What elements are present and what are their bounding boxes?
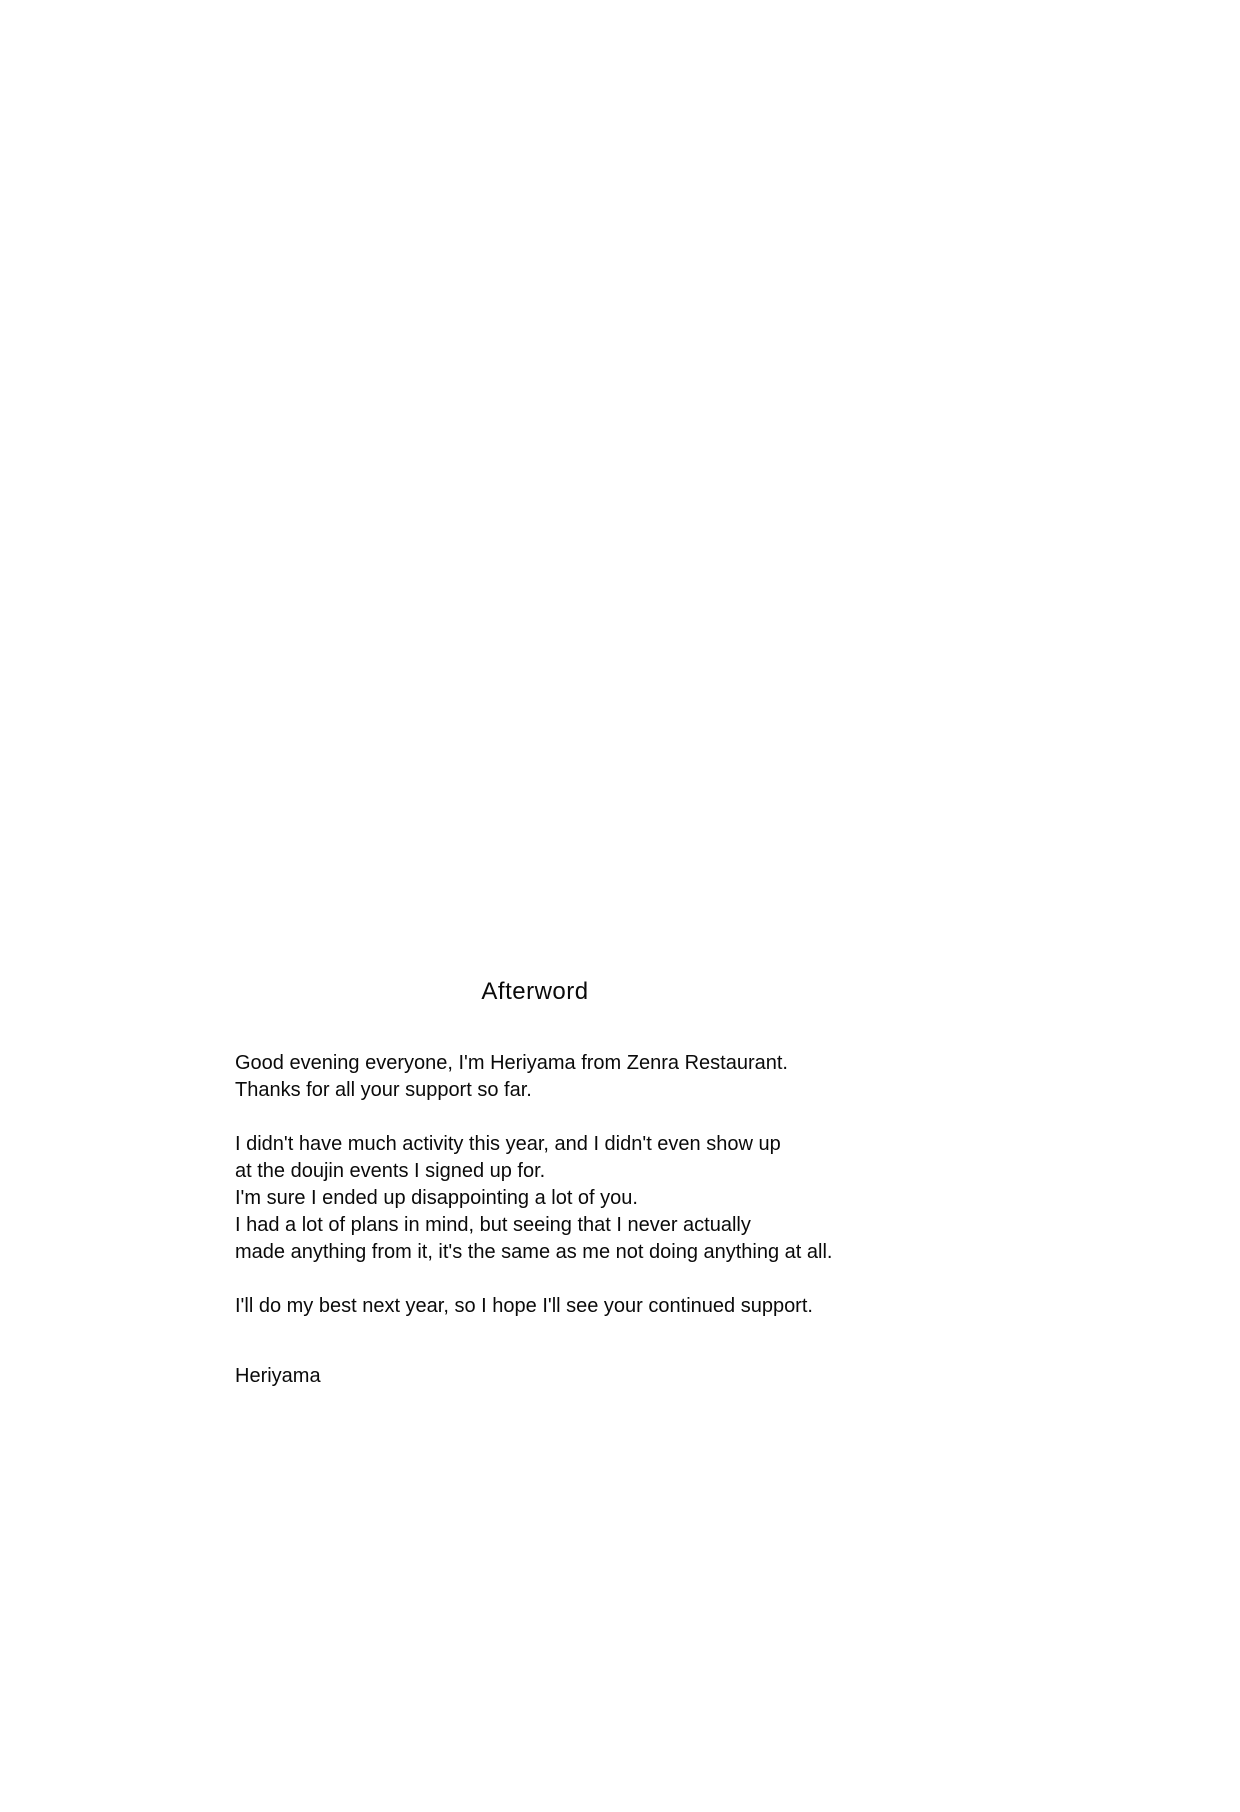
afterword-paragraph-2: [235, 1131, 875, 1266]
text-line: I'm sure I ended up disappointing a lot of you.: [235, 1187, 638, 1209]
text-line: made anything from it, it's the same as me not doing anything at all.: [235, 1241, 833, 1263]
afterword-paragraph-1: [235, 1050, 875, 1104]
text-line: Thanks for all your support so far.: [235, 1079, 532, 1101]
signature-text: Heriyama: [235, 1365, 321, 1387]
text-line: I'll do my best next year, so I hope I'll see your continued support.: [235, 1295, 813, 1317]
afterword-paragraph-3: [235, 1293, 875, 1320]
text-line: Good evening everyone, I'm Heriyama from Zenra Restaurant.: [235, 1052, 788, 1074]
text-line: at the doujin events I signed up for.: [235, 1160, 546, 1182]
text-line: I had a lot of plans in mind, but seeing that I never actually: [235, 1214, 751, 1236]
afterword-text: [235, 1050, 875, 1390]
afterword-signature: [235, 1363, 875, 1390]
illustration-placeholder: [300, 165, 900, 910]
text-line: I didn't have much activity this year, and I didn't even show up: [235, 1133, 781, 1155]
afterword-heading: Afterword: [481, 978, 589, 1005]
